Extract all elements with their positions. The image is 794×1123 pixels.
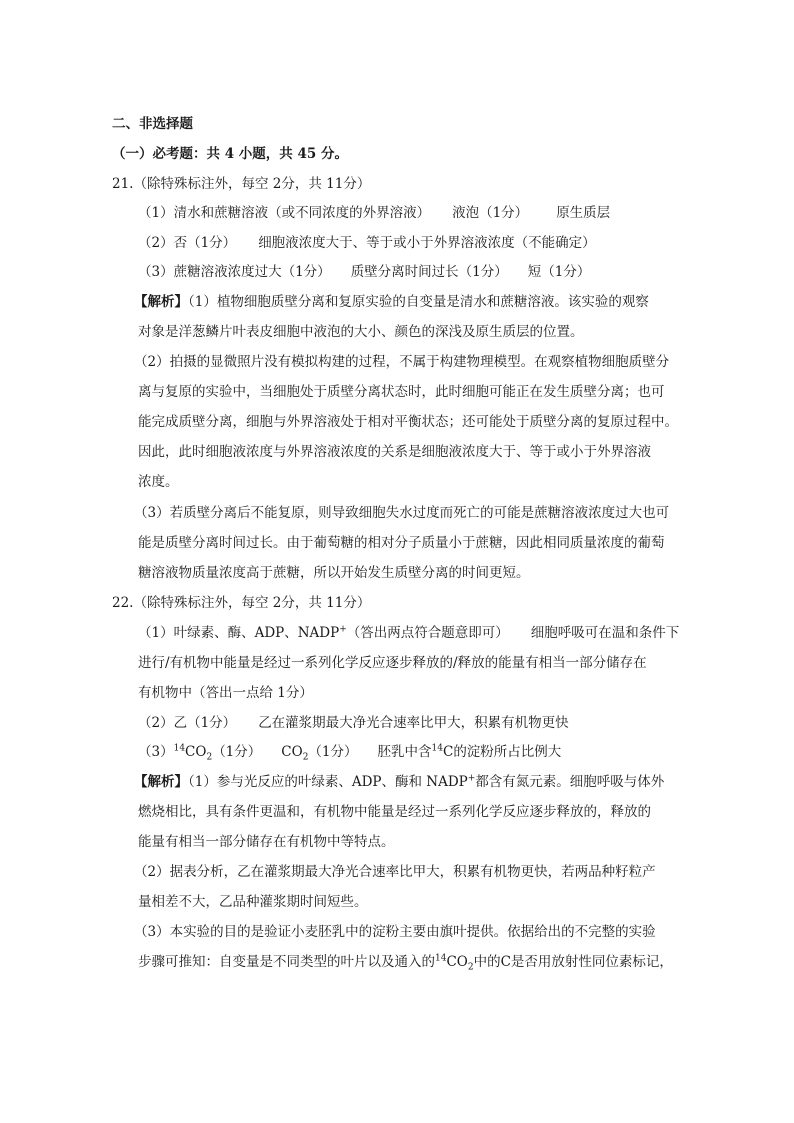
q22-analysis-line-2: 燃烧相比，具有条件更温和，有机物中能量是经过一系列化学反应逐步释放的，释放的	[138, 804, 651, 820]
q22-answer-3-points-1: （1分）	[212, 744, 262, 760]
q22-answer-3-co: CO	[185, 744, 207, 760]
q22-answer-3-carbon: C	[442, 744, 454, 760]
q21-answer-2-part-1: （2）否（1分）	[138, 235, 237, 251]
q21-answer-1-part-3: 原生质层	[556, 205, 611, 221]
q22-analysis-line-4: （2）据表分析，乙在灌浆期最大净光合速率比甲大，积累有机物更快，若两品种籽粒产	[134, 864, 656, 880]
q22-answer-1-note: （答出两点符合题意即可）	[346, 625, 509, 641]
q22-analysis-line-5: 量相差不大，乙品种灌浆期时间短些。	[138, 894, 368, 910]
q21-analysis-line-10: 糖溶液物质量浓度高于蔗糖，所以开始发生质壁分离的时间更短。	[138, 565, 530, 581]
q22-answer-1-text: （1）叶绿素、酶、ADP、NADP	[138, 625, 340, 641]
q22-answer-1-line-3: 有机物中（答出一点给 1分）	[138, 685, 313, 701]
q21-analysis-line-5: 能完成质壁分离，细胞与外界溶液处于相对平衡状态；还可能处于质壁分离的复原过程中。	[138, 414, 678, 430]
q21-analysis-line-4: 离与复原的实验中，当细胞处于质壁分离状态时，此时细胞可能正在发生质壁分离；也可	[138, 384, 665, 400]
q22-answer-3-subscript: 2	[206, 752, 213, 763]
q22-answer-3-isotope-2: 14	[431, 743, 443, 754]
q22-answer-3-label: （3）	[138, 744, 174, 760]
q22-analysis-text: （1）参与光反应的叶绿素、ADP、酶和 NADP	[188, 774, 468, 790]
q22-answer-3-subscript-2: 2	[302, 752, 309, 763]
q22-analysis-tag: 【解析】	[134, 774, 188, 790]
q21-answer-1-part-1: （1）清水和蔗糖溶液（或不同浓度的外界溶液）	[138, 205, 431, 221]
q21-analysis-tag: 【解析】	[134, 294, 188, 310]
q21-analysis-line-8: （3）若质壁分离后不能复原，则导致细胞失水过度而死亡的可能是蔗糖溶液浓度过大也可	[134, 505, 670, 521]
q22-answer-1-superscript: +	[339, 624, 347, 635]
q22-answer-2-part-1: （2）乙（1分）	[138, 715, 237, 731]
q21-answer-1	[138, 203, 610, 223]
q22-answer-3-points-2: （1分）	[308, 744, 358, 760]
q22-analysis-co: CO	[446, 954, 468, 970]
q22-answer-1-line-1	[138, 623, 679, 643]
section-title: 二、非选择题	[112, 116, 193, 132]
q22-analysis-line-7	[138, 952, 673, 972]
q21-analysis-line-7: 浓度。	[138, 474, 179, 490]
q22-header: 22.（除特殊标注外，每空 2分，共 11分）	[112, 595, 371, 611]
q21-header: 21.（除特殊标注外，每空 2分，共 11分）	[112, 176, 371, 192]
q21-analysis-text: （1）植物细胞质壁分离和复原实验的自变量是清水和蔗糖溶液。该实验的观察	[188, 294, 649, 310]
q22-answer-3	[138, 742, 561, 762]
q22-answer-2-part-2: 乙在灌浆期最大净光合速率比甲大，积累有机物更快	[258, 715, 569, 731]
q22-answer-1-line-2: 进行/有机物中能量是经过一系列化学反应逐步释放的/释放的能量有相当一部分储存在	[138, 655, 647, 671]
q21-answer-3-part-3: 短（1分）	[527, 264, 591, 280]
q22-analysis-superscript: +	[467, 773, 476, 784]
q22-analysis-line-7-end: 中的C是否用放射性同位素标记，	[473, 954, 673, 970]
q21-answer-1-part-2: 液泡（1分）	[452, 205, 529, 221]
q21-analysis-line-3: （2）拍摄的显微照片没有模拟构建的过程，不属于构建物理模型。在观察植物细胞质壁分	[134, 354, 670, 370]
q22-analysis-line-7-text: 步骤可推知：自变量是不同类型的叶片以及通入的	[138, 954, 435, 970]
q21-analysis-line-9: 能是质壁分离时间过长。由于葡萄糖的相对分子质量小于蔗糖，因此相同质量浓度的葡萄	[138, 535, 665, 551]
q21-answer-3-part-1: （3）蔗糖溶液浓度过大（1分）	[138, 264, 331, 280]
q22-analysis-line-1	[134, 772, 664, 792]
q21-answer-3-part-2: 质壁分离时间过长（1分）	[350, 264, 508, 280]
q22-answer-3-isotope: 14	[173, 743, 186, 754]
q21-analysis-line-6: 因此，此时细胞液浓度与外界溶液浓度的关系是细胞液浓度大于、等于或小于外界溶液	[138, 444, 651, 460]
q22-answer-3-tail-end: 的淀粉所占比例大	[453, 744, 562, 760]
subsection-title: （一）必考题：共 4 小题，共 45 分。	[112, 146, 348, 162]
q22-answer-2	[138, 713, 569, 733]
q22-answer-3-tail: 胚乳中含	[377, 744, 432, 760]
q22-analysis-line-3: 能量有相当一部分储存在有机物中等特点。	[138, 834, 395, 850]
q21-analysis-line-1	[134, 292, 649, 312]
q22-analysis-text-end: 都含有氮元素。细胞呼吸与体外	[475, 774, 665, 790]
q22-analysis-line-6: （3）本实验的目的是验证小麦胚乳中的淀粉主要由旗叶提供。依据给出的不完整的实验	[134, 924, 656, 940]
q22-answer-3-co2: CO	[281, 744, 303, 760]
q21-answer-2-part-2: 细胞液浓度大于、等于或小于外界溶液浓度（不能确定）	[258, 235, 596, 251]
q21-answer-2	[138, 233, 596, 253]
q22-answer-1-right: 细胞呼吸可在温和条件下	[530, 625, 680, 641]
q22-analysis-subscript: 2	[467, 962, 474, 973]
q22-analysis-isotope: 14	[435, 953, 447, 964]
q21-answer-3	[138, 262, 590, 282]
q21-analysis-line-2: 对象是洋葱鳞片叶表皮细胞中液泡的大小、颜色的深浅及原生质层的位置。	[138, 324, 584, 340]
